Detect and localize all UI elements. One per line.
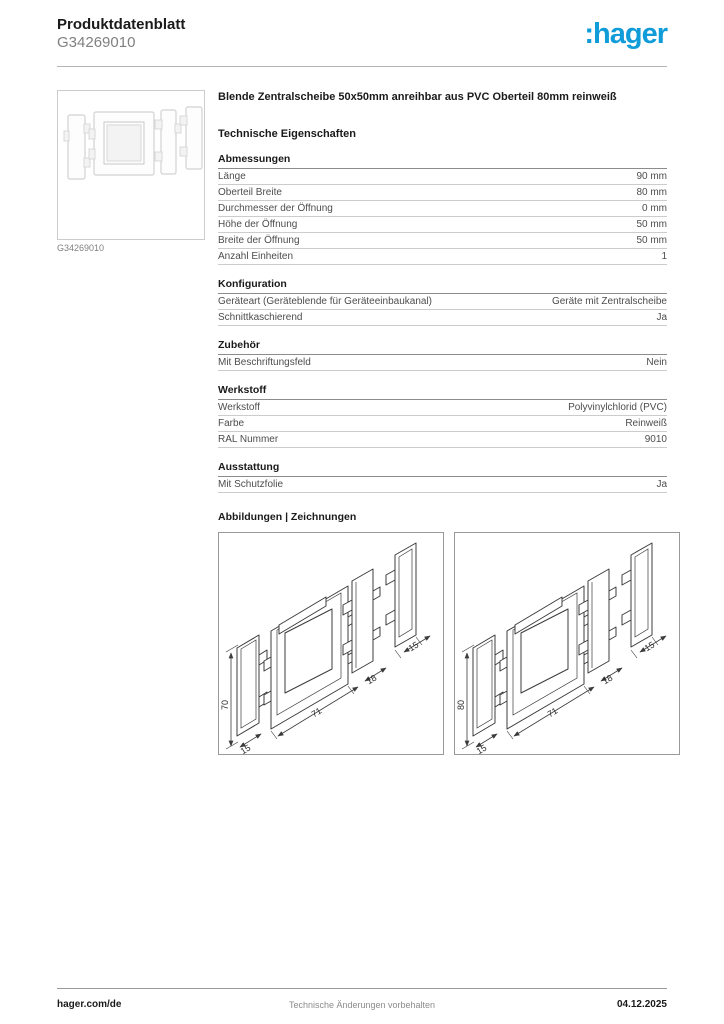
page-header xyxy=(57,16,667,60)
section-heading: Zubehör xyxy=(218,339,667,355)
dim-end-label: 15 xyxy=(406,639,421,654)
technical-drawing-70 xyxy=(218,532,444,755)
row-label: Werkstoff xyxy=(218,402,260,413)
row-value: Nein xyxy=(646,357,667,368)
row-value: 0 mm xyxy=(642,203,667,214)
dim-height-label: 80 xyxy=(456,699,466,711)
product-photo-caption: G34269010 xyxy=(57,243,105,253)
section-abmessungen xyxy=(218,153,667,265)
header-divider xyxy=(57,66,667,67)
table-row xyxy=(218,217,667,233)
row-label: Schnittkaschierend xyxy=(218,312,303,323)
dim-mid-label: 18 xyxy=(364,672,379,687)
row-value: Reinweiß xyxy=(625,418,667,429)
row-label: Höhe der Öffnung xyxy=(218,219,298,230)
row-value: 1 xyxy=(661,251,667,262)
section-heading: Abmessungen xyxy=(218,153,667,169)
dim-mid-label: 18 xyxy=(600,672,615,687)
row-value: Polyvinylchlorid (PVC) xyxy=(568,402,667,413)
section-konfiguration xyxy=(218,278,667,326)
row-value: Geräte mit Zentralscheibe xyxy=(551,296,667,307)
drawings-row xyxy=(218,532,680,755)
table-row xyxy=(218,233,667,249)
section-heading: Konfiguration xyxy=(218,278,667,294)
section-ausstattung xyxy=(218,461,667,493)
tech-properties-heading: Technische Eigenschaften xyxy=(218,128,356,140)
product-photo-box xyxy=(57,90,205,240)
row-value: 50 mm xyxy=(636,235,667,246)
table-row xyxy=(218,432,667,448)
product-title: Blende Zentralscheibe 50x50mm anreihbar aus PVC Oberteil 80mm reinweiß xyxy=(218,91,617,103)
row-label: Durchmesser der Öffnung xyxy=(218,203,333,214)
dim-end-label: 15 xyxy=(642,639,657,654)
dim-front-label: 15 xyxy=(474,742,489,754)
table-row xyxy=(218,185,667,201)
row-value: 90 mm xyxy=(636,171,667,182)
doc-type-title: Produktdatenblatt xyxy=(57,16,186,33)
row-label: Mit Beschriftungsfeld xyxy=(218,357,311,368)
table-row xyxy=(218,416,667,432)
row-label: Anzahl Einheiten xyxy=(218,251,294,262)
row-value: Ja xyxy=(656,479,667,490)
table-row xyxy=(218,249,667,265)
technical-drawing-80 xyxy=(454,532,680,755)
row-value: Ja xyxy=(656,312,667,323)
row-value: 80 mm xyxy=(636,187,667,198)
drawings-heading: Abbildungen | Zeichnungen xyxy=(218,511,357,523)
footer-website-link[interactable]: hager.com/de xyxy=(57,999,122,1010)
row-label: Mit Schutzfolie xyxy=(218,479,284,490)
dim-front-label: 15 xyxy=(238,742,253,754)
section-heading: Ausstattung xyxy=(218,461,667,477)
doc-product-code: G34269010 xyxy=(57,34,136,51)
row-value: 50 mm xyxy=(636,219,667,230)
table-row xyxy=(218,355,667,371)
hager-logo: :hager xyxy=(584,18,667,50)
section-heading: Werkstoff xyxy=(218,384,667,400)
table-row xyxy=(218,477,667,493)
section-werkstoff xyxy=(218,384,667,448)
row-label: Länge xyxy=(218,171,246,182)
table-row xyxy=(218,310,667,326)
dim-height-label: 70 xyxy=(220,699,230,711)
table-row xyxy=(218,169,667,185)
table-row xyxy=(218,294,667,310)
product-photo xyxy=(58,91,204,239)
content-column xyxy=(218,90,667,755)
table-row xyxy=(218,201,667,217)
table-row xyxy=(218,400,667,416)
row-label: Oberteil Breite xyxy=(218,187,282,198)
row-label: Farbe xyxy=(218,418,245,429)
footer-disclaimer: Technische Änderungen vorbehalten xyxy=(288,1000,436,1010)
row-label: Geräteart (Geräteblende für Geräteeinbaukanal) xyxy=(218,296,433,307)
row-label: RAL Nummer xyxy=(218,434,279,445)
page-footer xyxy=(57,988,667,1010)
dim-width-label: 71 xyxy=(545,705,560,720)
row-value: 9010 xyxy=(644,434,667,445)
dim-width-label: 71 xyxy=(309,705,324,720)
row-label: Breite der Öffnung xyxy=(218,235,300,246)
footer-date: 04.12.2025 xyxy=(616,999,667,1010)
section-zubehoer xyxy=(218,339,667,371)
